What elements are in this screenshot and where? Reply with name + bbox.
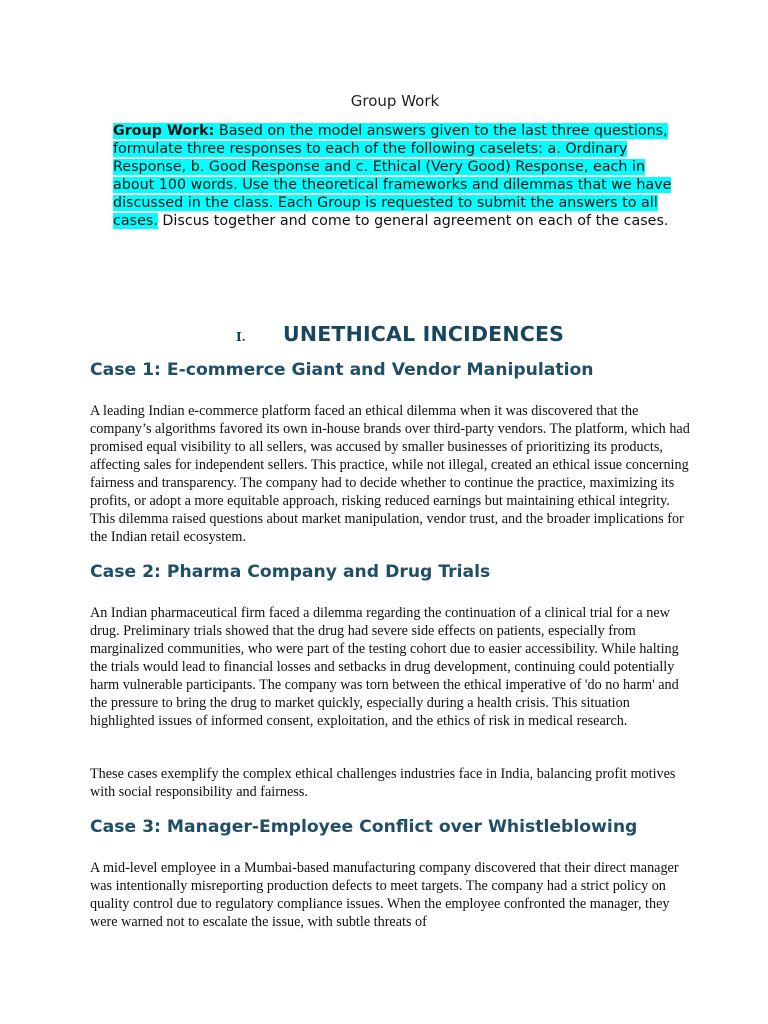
instructions-highlighted-text: Based on the model answers given to the last three questions, formulate three responses to each of the following caselets: a. Ordinary Response, b. Good Response and c. Ethical (Very Good) Response, each in about 100 words. Use the theoretical frameworks and dilemmas that we have discussed in the class. Each Group is requested to submit the answers to all cases. <box>113 123 672 229</box>
section-title: UNETHICAL INCIDENCES <box>283 322 565 346</box>
case-2-heading: Case 2: Pharma Company and Drug Trials <box>90 562 491 582</box>
section-heading <box>236 322 564 346</box>
case-1-body: A leading Indian e-commerce platform faced an ethical dilemma when it was discovered that the company’s algorithms favored its own in-house brands over third-party vendors. The platform, which had promised equal visibility to all sellers, was accused by smaller businesses of prioritizing its products, affecting sales for independent sellers. This practice, while not illegal, created an ethical issue concerning fairness and transparency. The company had to decide whether to continue the practice, maximizing its profits, or adopt a more equitable approach, risking reduced earnings but maintaining ethical integrity. This dilemma raised questions about market manipulation, vendor trust, and the broader implications for the Indian retail ecosystem. <box>90 403 690 545</box>
case-3-body: A mid-level employee in a Mumbai-based manufacturing company discovered that their direct manager was intentionally misreporting production defects to meet targets. The company had a strict policy on quality control due to regulatory compliance issues. When the employee confronted the manager, they were warned not to escalate the issue, with subtle threats of <box>90 860 679 930</box>
case-2-note: These cases exemplify the complex ethical challenges industries face in India, balancing profit motives with social responsibility and fairness. <box>90 766 676 800</box>
instructions-paragraph <box>113 122 673 230</box>
page-title: Group Work <box>350 92 440 110</box>
section-number: I. <box>236 330 246 344</box>
case-3-heading: Case 3: Manager-Employee Conflict over Whistleblowing <box>90 817 638 837</box>
case-2-body: An Indian pharmaceutical firm faced a dilemma regarding the continuation of a clinical trial for a new drug. Preliminary trials showed that the drug had severe side effects on patients, especially from marginalized communities, who were part of the testing cohort due to easier accessibility. While halting the trials would lead to financial losses and setbacks in drug development, continuing could potentially harm vulnerable participants. The company was torn between the ethical imperative of 'do no harm' and the pressure to bring the drug to market quickly, especially during a health crisis. This situation highlighted issues of informed consent, exploitation, and the ethics of risk in medical research. <box>90 605 679 729</box>
case-1-heading: Case 1: E-commerce Giant and Vendor Manipulation <box>90 360 594 380</box>
instructions-lead: Group Work: <box>113 123 215 139</box>
instructions-rest: Discus together and come to general agreement on each of the cases. <box>157 213 669 229</box>
